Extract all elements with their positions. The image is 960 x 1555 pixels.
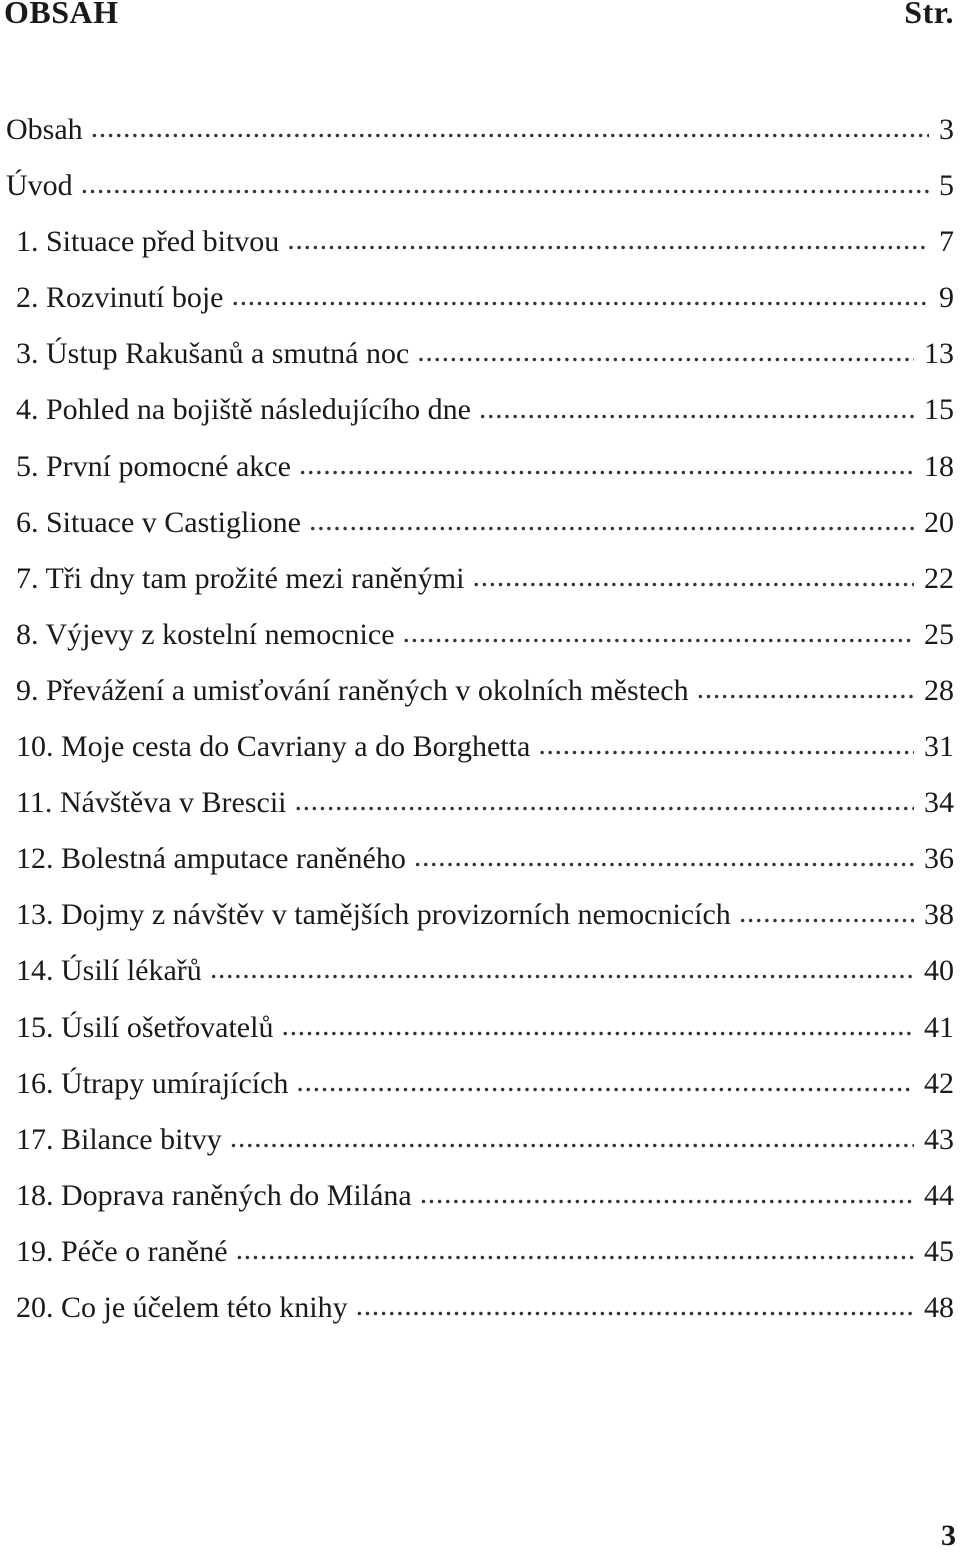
toc-entry-page: 41 xyxy=(924,1010,954,1044)
toc-title: OBSAH xyxy=(4,0,119,30)
page-number: 3 xyxy=(941,1519,956,1552)
toc-entry-label: 9. Převážení a umisťování raněných v okolních městech xyxy=(0,663,697,719)
dot-leader xyxy=(299,457,914,487)
toc-entry[interactable] xyxy=(0,158,960,214)
dot-leader xyxy=(230,1130,914,1160)
toc-entry-label: 20. Co je účelem této knihy xyxy=(0,1280,356,1336)
toc-entry-page: 5 xyxy=(939,169,954,203)
toc-entry[interactable] xyxy=(0,551,960,607)
dot-leader xyxy=(210,961,914,991)
toc-entry-label: 16. Útrapy umírajících xyxy=(0,1056,296,1112)
toc-entry-page: 38 xyxy=(924,898,954,932)
toc-entry[interactable] xyxy=(0,831,960,887)
dot-leader xyxy=(417,344,914,374)
toc-entry-label: 8. Výjevy z kostelní nemocnice xyxy=(0,607,403,663)
table-of-contents xyxy=(0,102,960,1336)
page-column-heading: Str. xyxy=(904,0,954,30)
toc-entry-page: 7 xyxy=(939,225,954,259)
dot-leader xyxy=(287,232,929,262)
toc-entry-page: 48 xyxy=(924,1290,954,1324)
toc-entry-label: 19. Péče o raněné xyxy=(0,1224,236,1280)
dot-leader xyxy=(236,1242,914,1272)
toc-entry-label: 14. Úsilí lékařů xyxy=(0,943,210,999)
toc-entry-label: 18. Doprava raněných do Milána xyxy=(0,1168,420,1224)
toc-entry[interactable] xyxy=(0,1224,960,1280)
toc-header xyxy=(4,0,954,31)
dot-leader xyxy=(91,120,929,150)
toc-entry[interactable] xyxy=(0,1168,960,1224)
toc-entry-page: 43 xyxy=(924,1122,954,1156)
toc-entry-page: 36 xyxy=(924,842,954,876)
dot-leader xyxy=(538,737,914,767)
toc-entry[interactable] xyxy=(0,1280,960,1336)
toc-entry-page: 22 xyxy=(924,561,954,595)
dot-leader xyxy=(294,793,914,823)
toc-entry-page: 45 xyxy=(924,1234,954,1268)
toc-entry-page: 3 xyxy=(939,113,954,146)
toc-entry[interactable] xyxy=(0,719,960,775)
toc-entry-page: 44 xyxy=(924,1178,954,1212)
toc-entry-page: 20 xyxy=(924,505,954,539)
toc-entry[interactable] xyxy=(0,1112,960,1168)
dot-leader xyxy=(697,681,914,711)
toc-entry-label: 1. Situace před bitvou xyxy=(0,214,287,270)
toc-entry-page: 42 xyxy=(924,1066,954,1100)
toc-entry-label: 12. Bolestná amputace raněného xyxy=(0,831,414,887)
toc-entry-page: 15 xyxy=(924,393,954,427)
toc-entry[interactable] xyxy=(0,943,960,999)
toc-entry-label: 5. První pomocné akce xyxy=(0,439,299,495)
toc-entry-page: 13 xyxy=(924,337,954,371)
dot-leader xyxy=(479,401,914,431)
dot-leader xyxy=(296,1074,914,1104)
toc-entry[interactable] xyxy=(0,214,960,270)
toc-entry[interactable] xyxy=(0,102,960,158)
dot-leader xyxy=(420,1186,914,1216)
dot-leader xyxy=(414,849,914,879)
toc-entry-page: 34 xyxy=(924,786,954,820)
toc-entry[interactable] xyxy=(0,663,960,719)
toc-entry-page: 9 xyxy=(939,281,954,315)
toc-entry-label: 10. Moje cesta do Cavriany a do Borghetta xyxy=(0,719,538,775)
toc-entry[interactable] xyxy=(0,887,960,943)
toc-entry-label: 17. Bilance bitvy xyxy=(0,1112,230,1168)
toc-entry-page: 25 xyxy=(924,617,954,651)
toc-entry[interactable] xyxy=(0,439,960,495)
toc-entry-label: Úvod xyxy=(0,158,81,214)
dot-leader xyxy=(739,905,914,935)
toc-entry[interactable] xyxy=(0,382,960,438)
toc-entry[interactable] xyxy=(0,1056,960,1112)
dot-leader xyxy=(472,569,914,599)
toc-entry-label: 7. Tři dny tam prožité mezi raněnými xyxy=(0,551,472,607)
toc-entry-page: 18 xyxy=(924,449,954,483)
toc-entry-page: 28 xyxy=(924,673,954,707)
toc-entry[interactable] xyxy=(0,775,960,831)
toc-entry[interactable] xyxy=(0,607,960,663)
toc-entry-page: 40 xyxy=(924,954,954,988)
toc-entry[interactable] xyxy=(0,270,960,326)
toc-entry-label: 2. Rozvinutí boje xyxy=(0,270,231,326)
dot-leader xyxy=(281,1018,914,1048)
toc-entry[interactable] xyxy=(0,1000,960,1056)
dot-leader xyxy=(309,513,914,543)
toc-entry-label: 15. Úsilí ošetřovatelů xyxy=(0,1000,281,1056)
dot-leader xyxy=(356,1298,914,1328)
toc-entry-label: 4. Pohled na bojiště následujícího dne xyxy=(0,382,479,438)
toc-entry-label: 13. Dojmy z návštěv v tamějších provizorních nemocnicích xyxy=(0,887,739,943)
toc-entry-label: 3. Ústup Rakušanů a smutná noc xyxy=(0,326,417,382)
toc-entry[interactable] xyxy=(0,326,960,382)
toc-entry-label: 6. Situace v Castiglione xyxy=(0,495,309,551)
toc-entry-label: 11. Návštěva v Brescii xyxy=(0,775,294,831)
dot-leader xyxy=(81,176,929,206)
toc-entry-label: Obsah xyxy=(0,102,91,158)
toc-entry[interactable] xyxy=(0,495,960,551)
dot-leader xyxy=(403,625,914,655)
toc-entry-page: 31 xyxy=(924,730,954,764)
dot-leader xyxy=(231,288,929,318)
